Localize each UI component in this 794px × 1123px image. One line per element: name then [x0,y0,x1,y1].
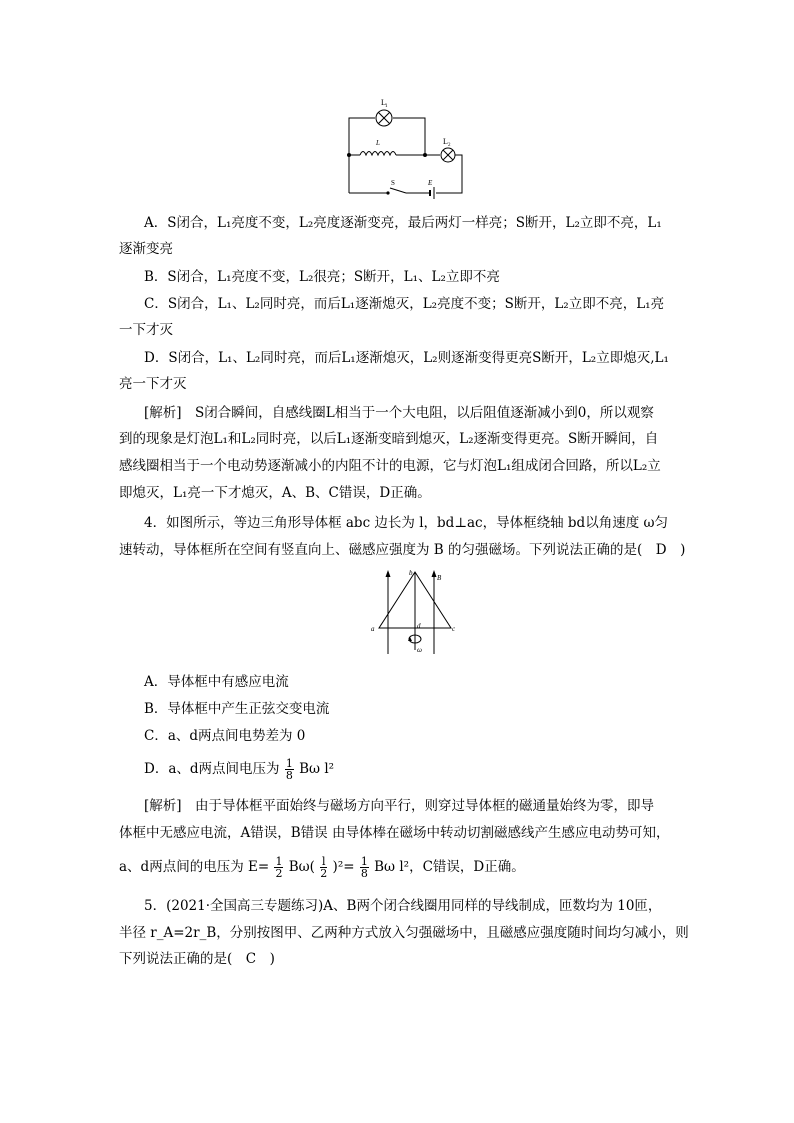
triangle-frame-figure [370,566,460,656]
label-c: c [452,625,456,633]
q4-analysis-line2: 体框中无感应电流，A错误，B错误 由导体棒在磁场中转动切割磁感线产生感应电动势可知， [119,825,670,841]
q4-analysis-line3-pre: a、d两点间的电压为 E= [119,859,270,875]
label-L2-sub: 2 [448,143,451,148]
q3-option-b: B．S闭合，L₁亮度不变，L₂很亮；S断开，L₁、L₂立即不亮 [144,269,500,285]
label-switch: S [391,179,395,187]
q4-option-d [144,758,334,781]
label-L1: L [381,98,386,107]
fraction-half: $\frac{1}{2}$ [275,855,283,880]
q4-analysis-line3-post: Bω l²，C错误，D正确。 [374,859,525,875]
q3-option-a-line1: A．S闭合，L₁亮度不变，L₂亮度逐渐变亮，最后两灯一样亮；S断开，L₂立即不亮，L₁ [144,215,662,231]
q4-analysis-line3-mid2: )²= [332,859,355,875]
label-field-B: B [437,574,442,582]
circuit-figure [340,92,470,202]
q3-option-d-line1: D．S闭合，L₁、L₂同时亮，而后L₁逐渐熄灭，L₂则逐渐变得更亮S断开，L₂立即熄灭,L₁ [144,350,669,366]
fraction-l-over-2: $\frac{l}{2}$ [320,855,328,880]
q5-stem-line1: 5．(2021·全国高三专题练习)A、B两个闭合线圈用同样的导线制成，匝数均为 10匝， [144,898,662,914]
q3-analysis-line3: 感线圈相当于一个电动势逐渐减小的内阻不计的电源，它与灯泡L₁组成闭合回路，所以L₂立 [119,458,661,474]
label-d: d [417,622,421,630]
label-L1-sub: 1 [385,104,388,109]
q3-option-c-line1: C．S闭合，L₁、L₂同时亮，而后L₁逐渐熄灭，L₂亮度不变；S断开，L₂立即不亮，L₁亮 [144,296,665,312]
fraction-one-eighth-2: $\frac{1}{8}$ [360,855,368,880]
q4-option-c: C．a、d两点间电势差为 0 [144,728,306,744]
q5-stem-line3: 下列说法正确的是( C ) [119,951,275,967]
q4-analysis-line1: [解析] 由于导体框平面始终与磁场方向平行，则穿过导体框的磁通量始终为零，即导 [144,798,655,814]
label-b: b [409,569,413,577]
q4-option-d-expr: Bω l² [299,761,335,777]
q4-option-d-text: D．a、d两点间电压为 [144,761,280,777]
q3-option-d-line2: 亮一下才灭 [119,376,187,392]
label-emf: E [428,179,433,187]
q4-stem-line1: 4．如图所示，等边三角形导体框 abc 边长为 l，bd⊥ac，导体框绕轴 bd以角速度 ω匀 [144,515,668,531]
label-inductor: L [376,139,380,147]
q3-analysis-line4: 即熄灭，L₁亮一下才熄灭，A、B、C错误，D正确。 [119,485,431,501]
label-omega: ω [417,646,422,654]
q3-option-c-line2: 一下才灭 [119,322,173,338]
q3-analysis-line2: 到的现象是灯泡L₁和L₂同时亮，以后L₁逐渐变暗到熄灭，L₂逐渐变得更亮。S断开瞬间，自 [119,431,659,447]
q3-analysis-line1: [解析] S闭合瞬间，自感线圈L相当于一个大电阻，以后阻值逐渐减小到0，所以观察 [144,405,654,421]
fraction-one-eighth: $\frac{1}{8}$ [285,757,293,782]
q4-option-b: B．导体框中产生正弦交变电流 [144,701,330,717]
q4-stem-line2: 速转动，导体框所在空间有竖直向上、磁感应强度为 B 的匀强磁场。下列说法正确的是( D ) [119,542,686,558]
q3-option-a-line2: 逐渐变亮 [119,241,173,257]
q4-analysis-line3 [119,856,525,879]
label-L2: L [443,137,448,146]
q4-analysis-line3-mid1: Bω( [288,859,315,875]
label-a: a [371,625,375,633]
q5-stem-line2: 半径 r_A=2r_B，分别按图甲、乙两种方式放入匀强磁场中，且磁感应强度随时间均匀减小，则 [119,925,689,941]
q4-option-a: A．导体框中有感应电流 [144,674,289,690]
